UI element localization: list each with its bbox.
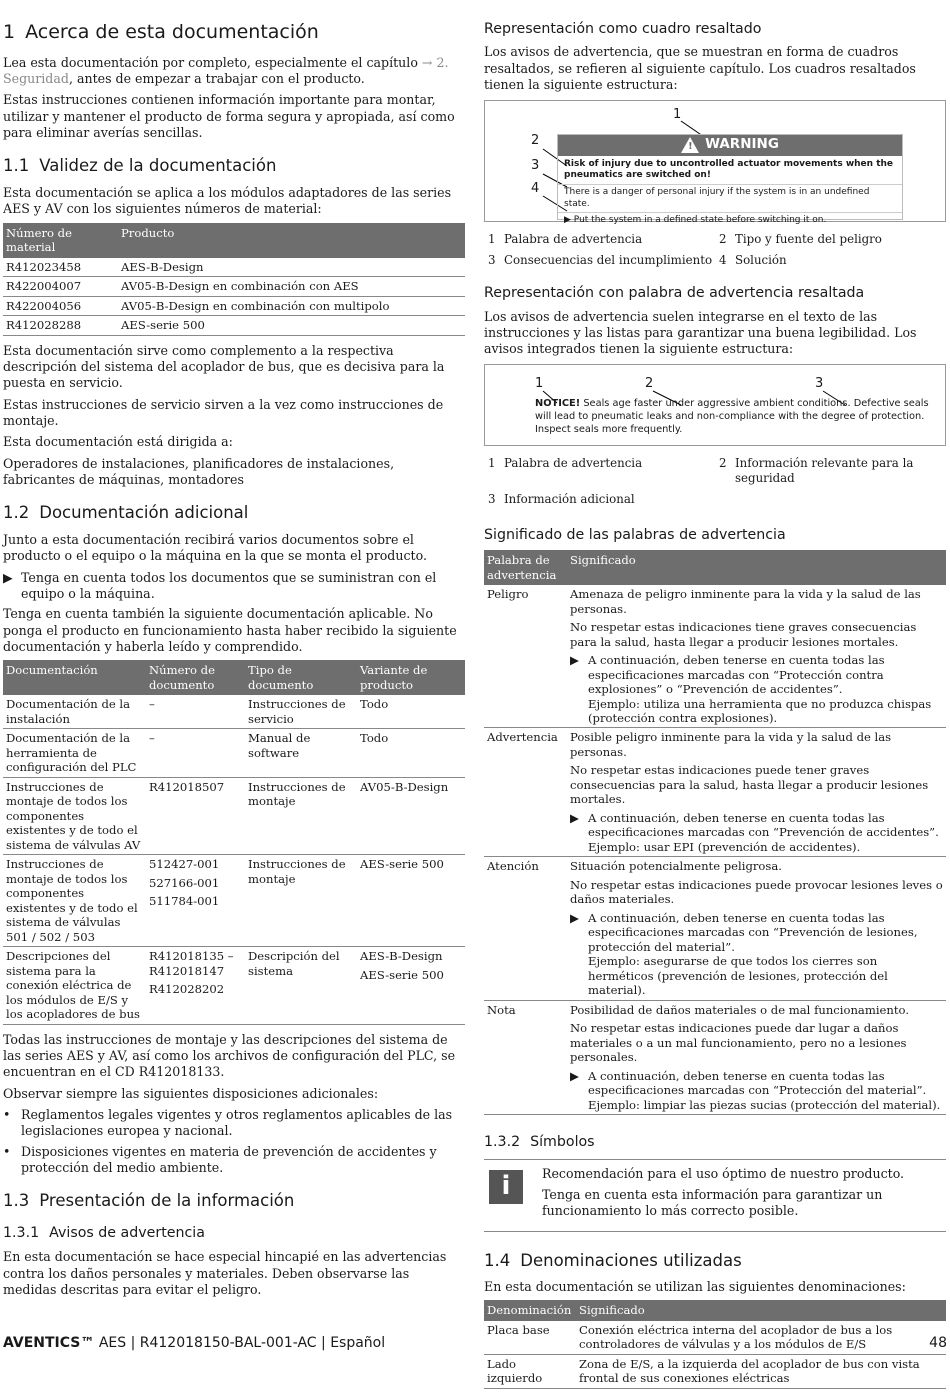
- highlighted-box-para: Los avisos de advertencia, que se muestran en forma de cuadros resaltados, se refieren al siguiente capítulo. Los cuadros resaltados tienen la siguiente estructura:: [484, 44, 916, 93]
- validity-intro: Esta documentación se aplica a los módulos adaptadores de las series AES y AV con los siguientes números de material:: [3, 184, 452, 217]
- info-text-2: Tenga en cuenta esta información para garantizar un funcionamiento lo más correcto posible.: [542, 1186, 883, 1219]
- section-1-heading: 1 Acerca de esta documentación: [3, 21, 319, 43]
- table-row: Instrucciones de montaje de todos los componentes existentes y de todo el sistema de válvulas AV R412018507 Instrucciones de montaje AV05-B-Design: [3, 777, 465, 854]
- left-column: [3, 18, 465, 1303]
- highlighted-box-heading: Representación como cuadro resaltado: [484, 21, 762, 37]
- validity-para-2: Estas instrucciones de servicio sirven a la vez como instrucciones de montaje.: [3, 396, 444, 428]
- warning-box-legend: [484, 232, 946, 269]
- table-row: Peligro Amenaza de peligro inminente para la vida y la salud de las personas. No respetar estas indicaciones tiene graves consecuencias para la salud, hasta llegar a producir lesiones mortales. ▶ A continuación, deben tenerse en cuenta todas las especificaciones marcadas con “Protección contra explosiones” o “Prevención de accidentes”. Ejemplo: utiliza una herramienta que no produzca chispas (protección contra explosiones).: [484, 585, 946, 728]
- callout-number: 4: [531, 180, 540, 196]
- legend-item: 3 Información adicional: [488, 492, 635, 507]
- callout-number: 3: [531, 157, 540, 173]
- terms-table-header: Significado: [576, 1300, 946, 1320]
- validity-para-4: Operadores de instalaciones, planificadores de instalaciones, fabricantes de máquinas, montadores: [3, 455, 395, 488]
- warning-line-1: Risk of injury due to uncontrolled actuator movements when the pneumatics are switched on!: [564, 158, 894, 181]
- signal-table-header: Palabra de advertencia: [484, 550, 567, 585]
- dot-bullet: • Disposiciones vigentes en materia de prevención de accidentes y protección del medio ambiente.: [3, 1143, 437, 1176]
- dot-bullet-icon: •: [3, 1143, 11, 1159]
- section-1-para-2: Estas instrucciones contienen información importante para montar, utilizar y mantener el producto de forma segura y apropiada, así como para eliminar averías sencillas.: [3, 92, 455, 141]
- table-row: R422004007 AV05-B-Design en combinación con AES: [3, 277, 465, 296]
- info-symbol-box: [484, 1159, 946, 1232]
- right-column: [484, 18, 946, 1396]
- section-1-4-heading: 1.4 Denominaciones utilizadas: [484, 1250, 742, 1270]
- warning-header: ! WARNING: [558, 135, 902, 156]
- validity-para-1: Esta documentación sirve como complemento a la respectiva descripción del sistema del acoplador de bus, que es decisiva para la puesta en servicio.: [3, 342, 445, 391]
- additional-doc-para-2: Tenga en cuenta también la siguiente documentación aplicable. No ponga el producto en funcionamiento hasta haber recibido la siguiente documentación y haberla leído y comprendido.: [3, 606, 457, 655]
- safety-chapter-link[interactable]: → 2. Seguridad: [3, 54, 449, 87]
- doc-table-header: Número de documento: [146, 660, 245, 695]
- material-table-header: Número de material: [3, 223, 118, 258]
- callout-number: 3: [815, 375, 824, 391]
- table-row: R422004056 AV05-B-Design en combinación con multipolo: [3, 296, 465, 315]
- footer-doc-id: AVENTICS™ AES | R412018150-BAL-001-AC | Español: [3, 1335, 386, 1351]
- triangle-bullet-icon: ▶: [3, 569, 13, 585]
- table-row: Lado izquierdo Zona de E/S, a la izquierda del acoplador de bus con vista frontal de sus conexiones eléctricas: [484, 1354, 946, 1388]
- notice-legend: [484, 456, 946, 508]
- warning-triangle-icon: !: [681, 137, 699, 153]
- terms-intro: En esta documentación se utilizan las siguientes denominaciones:: [484, 1279, 906, 1295]
- table-row: Descripciones del sistema para la conexión eléctrica de los módulos de E/S y los acopladores de bus R412018135 – R412018147 R412028202 Descripción del sistema AES-B-Design AES-serie 500: [3, 947, 465, 1024]
- table-row: Nota Posibilidad de daños materiales o de mal funcionamiento. No respetar estas indicaciones puede dar lugar a daños materiales o a un mal funcionamiento, pero no a lesiones personales. ▶ A continuación, deben tenerse en cuenta todas las especificaciones marcadas con “Protección del material”. Ejemplo: limpiar las piezas sucias (protección del material).: [484, 1000, 946, 1114]
- notice-text: NOTICE! Seals age faster under aggressive ambient conditions. Defective seals will lead to pneumatic leaks and non-compliance with the degree of protection. Inspect seals more frequently.: [535, 397, 929, 436]
- warning-box: [557, 134, 903, 226]
- legend-item: 2 Información relevante para la seguridad: [719, 455, 914, 486]
- triangle-bullet-icon: ▶: [570, 1068, 579, 1083]
- callout-number: 2: [645, 375, 654, 391]
- signal-table-header: Significado: [567, 550, 946, 585]
- table-row: R412028288 AES-serie 500: [3, 316, 465, 335]
- warning-box-figure: [484, 100, 946, 226]
- info-icon: i: [489, 1170, 523, 1204]
- info-text-1: Recomendación para el uso óptimo de nuestro producto.: [542, 1165, 905, 1181]
- page-number: 48: [929, 1335, 947, 1351]
- table-row: Documentación de la instalación – Instrucciones de servicio Todo: [3, 695, 465, 728]
- callout-number: 1: [673, 106, 682, 122]
- page-footer: [3, 1334, 947, 1352]
- triangle-bullet-icon: ▶: [570, 653, 579, 668]
- section-1-para-1: Lea esta documentación por completo, especialmente el capítulo → 2. Seguridad, antes de empezar a trabajar con el producto.: [3, 54, 449, 87]
- doc-table-header: Tipo de documento: [245, 660, 357, 695]
- legend-item: 1 Palabra de advertencia: [488, 231, 643, 246]
- additional-doc-para-4: Observar siempre las siguientes disposiciones adicionales:: [3, 1085, 379, 1101]
- legend-item: 4 Solución: [719, 252, 787, 267]
- signal-meaning-heading: Significado de las palabras de advertencia: [484, 526, 786, 543]
- callout-number: 2: [531, 132, 540, 148]
- table-row: Atención Situación potencialmente peligrosa. No respetar estas indicaciones puede provocar lesiones leves o daños materiales. ▶ A continuación, deben tenerse en cuenta todas las especificaciones marcadas con “Prevención de lesiones, protección del material”. Ejemplo: asegurarse de que todos los cierres son herméticos (prevención de lesiones, protección del material).: [484, 857, 946, 1000]
- legend-item: 1 Palabra de advertencia: [488, 455, 643, 470]
- triangle-bullet-icon: ▶: [570, 910, 579, 925]
- additional-doc-para-3: Todas las instrucciones de montaje y las descripciones del sistema de las series AES y AV, así como los archivos de configuración del PLC, se encuentran en el CD R412018133.: [3, 1031, 456, 1080]
- additional-doc-para-1: Junto a esta documentación recibirá varios documentos sobre el producto o el equipo o la máquina en la que se monta el producto.: [3, 531, 427, 564]
- instruction-bullet: ▶ Tenga en cuenta todos los documentos que se suministran con el equipo o la máquina.: [3, 569, 437, 601]
- notice-figure: [484, 364, 946, 446]
- triangle-bullet-icon: ▶: [570, 810, 579, 825]
- table-row: Placa base Conexión eléctrica interna del acoplador de bus a los controladores de válvulas y a los módulos de E/S: [484, 1321, 946, 1354]
- section-1-3-1-heading: 1.3.1 Avisos de advertencia: [3, 1224, 205, 1241]
- terms-table-header: Denominación: [484, 1300, 576, 1320]
- dot-bullet-icon: •: [3, 1106, 11, 1122]
- signal-word-para: Los avisos de advertencia suelen integrarse en el texto de las instrucciones y las listas para garantizar una buena legibilidad. Los avisos integrados tienen la siguiente estructura:: [484, 308, 917, 357]
- table-row: Documentación de la herramienta de configuración del PLC – Manual de software Todo: [3, 729, 465, 777]
- doc-table-header: Variante de producto: [357, 660, 465, 695]
- triangle-bullet-icon: ▶: [564, 215, 571, 226]
- doc-table-header: Documentación: [3, 660, 146, 695]
- legend-item: 3 Consecuencias del incumplimiento: [488, 252, 713, 267]
- signal-meaning-table: [484, 550, 946, 1115]
- table-row: Instrucciones de montaje de todos los componentes existentes y de todo el sistema de válvulas 501 / 502 / 503 512427-001 527166-001 511784-001 Instrucciones de montaje AES-serie 500: [3, 855, 465, 947]
- material-table-header: Producto: [118, 223, 465, 258]
- documentation-table: [3, 660, 465, 1024]
- legend-item: 2 Tipo y fuente del peligro: [719, 231, 882, 246]
- section-1-2-heading: 1.2 Documentación adicional: [3, 503, 249, 523]
- warning-line-2: There is a danger of personal injury if the system is in an undefined state.: [558, 184, 902, 212]
- section-1-3-heading: 1.3 Presentación de la información: [3, 1191, 295, 1211]
- material-table: [3, 223, 465, 336]
- validity-para-3: Esta documentación está dirigida a:: [3, 434, 233, 450]
- warning-line-3: ▶ Put the system in a defined state before switching it on.: [558, 212, 902, 229]
- callout-number: 1: [535, 375, 544, 391]
- signal-word-heading: Representación con palabra de advertencia resaltada: [484, 285, 865, 302]
- table-row: Advertencia Posible peligro inminente para la vida y la salud de las personas. No respetar estas indicaciones puede tener graves consecuencias para la salud, hasta llegar a producir lesiones mortales. ▶ A continuación, deben tenerse en cuenta todas las especificaciones marcadas con “Prevención de accidentes”. Ejemplo: usar EPI (prevención de accidentes).: [484, 728, 946, 857]
- warnings-para: En esta documentación se hace especial hincapié en las advertencias contra los daños personales y materiales. Deben observarse las medidas descritas para evitar el peligro.: [3, 1249, 447, 1297]
- dot-bullet: • Reglamentos legales vigentes y otros reglamentos aplicables de las legislaciones europea y nacional.: [3, 1106, 453, 1139]
- section-1-3-2-heading: 1.3.2 Símbolos: [484, 1134, 595, 1151]
- table-row: R412023458 AES-B-Design: [3, 258, 465, 277]
- section-1-1-heading: 1.1 Validez de la documentación: [3, 156, 277, 176]
